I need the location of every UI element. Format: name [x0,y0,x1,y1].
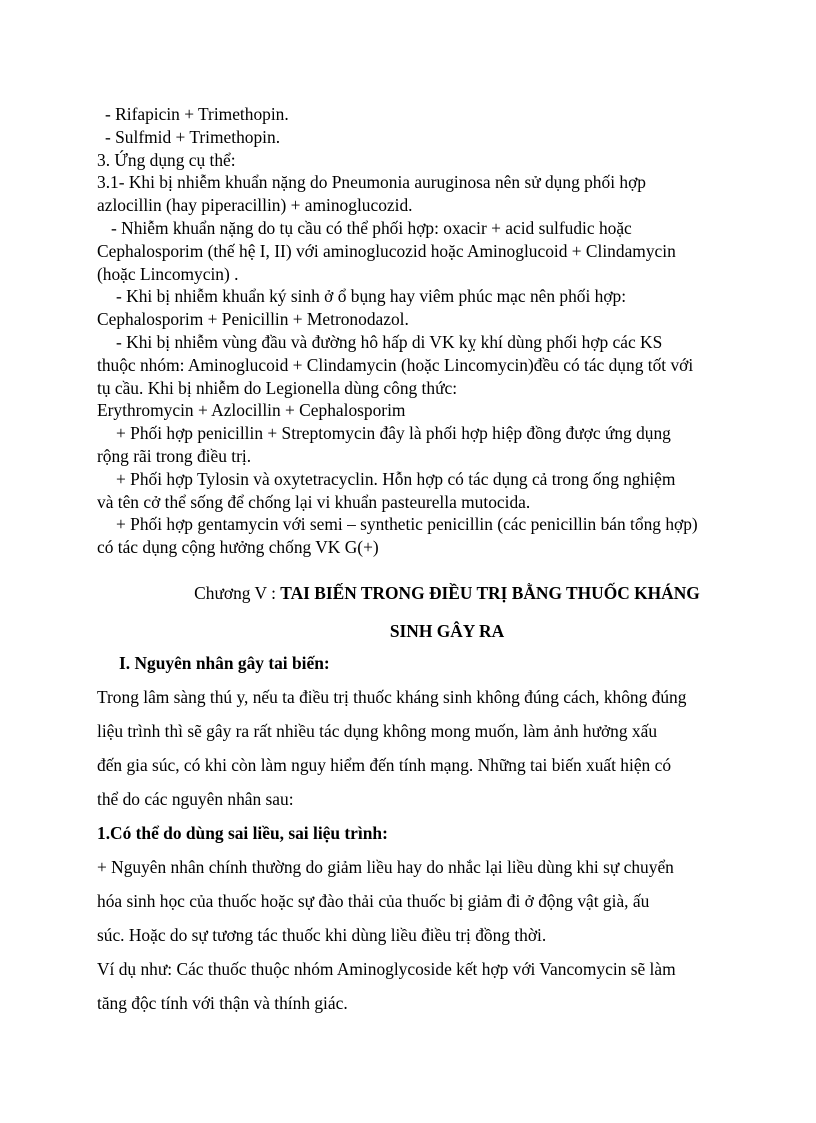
section-heading: I. Nguyên nhân gây tai biến: [119,653,330,673]
text-line: + Phối hợp penicillin + Streptomycin đây là phối hợp hiệp đồng được ứng dụng [116,423,671,444]
text-line: tăng độc tính với thận và thính giác. [97,993,348,1013]
text-line: và tên cở thể sống để chống lại vi khuẩn pasteurella mutocida. [97,491,531,512]
text-line: thuộc nhóm: Aminoglucoid + Clindamycin (hoặc Lincomycin)đều có tác dụng tốt với [97,354,694,375]
text-line: Cephalosporim + Penicillin + Metronodazol. [97,309,409,330]
text-line: Erythromycin + Azlocillin + Cephalosporim [97,400,406,421]
text-line: - Khi bị nhiễm vùng đầu và đường hô hấp di VK kỵ khí dùng phối hợp các KS [116,331,663,352]
text-line: - Nhiễm khuẩn nặng do tụ cầu có thể phối hợp: oxacir + acid sulfudic hoặc [111,217,632,238]
text-line: 3.1- Khi bị nhiễm khuẩn nặng do Pneumonia auruginosa nên sử dụng phối hợp [97,172,646,193]
text-line: rộng rãi trong điều trị. [97,445,252,466]
text-line: - Khi bị nhiễm khuẩn ký sinh ở ổ bụng hay viêm phúc mạc nên phối hợp: [116,286,627,307]
text-line: có tác dụng cộng hưởng chống VK G(+) [97,537,379,558]
chapter-title-line1: TAI BIẾN TRONG ĐIỀU TRỊ BẰNG THUỐC KHÁNG [280,583,700,603]
section-combinations [97,103,762,559]
text-line: Ví dụ như: Các thuốc thuộc nhóm Aminoglycoside kết hợp với Vancomycin sẽ làm [97,959,676,979]
text-line: liệu trình thì sẽ gây ra rất nhiều tác dụng không mong muốn, làm ảnh hưởng xấu [97,721,658,741]
text-line: Trong lâm sàng thú y, nếu ta điều trị thuốc kháng sinh không đúng cách, không đúng [97,687,687,707]
chapter-title [97,582,797,604]
subsection-heading: 1.Có thể do dùng sai liều, sai liệu trình: [97,823,388,843]
text-line: - Sulfmid + Trimethopin. [105,126,281,147]
text-line: (hoặc Lincomycin) . [97,263,239,284]
text-line: - Rifapicin + Trimethopin. [105,104,289,124]
text-line: đến gia súc, có khi còn làm nguy hiểm đến tính mạng. Những tai biến xuất hiện có [97,755,672,775]
text-line: + Nguyên nhân chính thường do giảm liều hay do nhắc lại liều dùng khi sự chuyển [97,857,674,877]
text-line: Cephalosporim (thế hệ I, II) với aminoglucozid hoặc Aminoglucoid + Clindamycin [97,240,676,261]
section-causes [97,646,762,1020]
text-line: hóa sinh học của thuốc hoặc sự đào thải của thuốc bị giảm đi ở động vật già, ấu [97,891,650,911]
text-line: súc. Hoặc do sự tương tác thuốc khi dùng liều điều trị đồng thời. [97,925,547,945]
subheading: 3. Ứng dụng cụ thể: [97,149,236,170]
chapter-prefix: Chương V : [194,583,281,603]
text-line: thể do các nguyên nhân sau: [97,789,294,809]
text-line: tụ cầu. Khi bị nhiễm do Legionella dùng công thức: [97,377,458,398]
chapter-title-line2: SINH GÂY RA [389,621,505,641]
text-line: + Phối hợp Tylosin và oxytetracyclin. Hỗn hợp có tác dụng cả trong ống nghiệm [116,468,676,489]
text-line: azlocillin (hay piperacillin) + aminoglucozid. [97,195,413,216]
text-line: + Phối hợp gentamycin với semi – synthetic penicillin (các penicillin bán tổng hợp) [116,514,698,535]
